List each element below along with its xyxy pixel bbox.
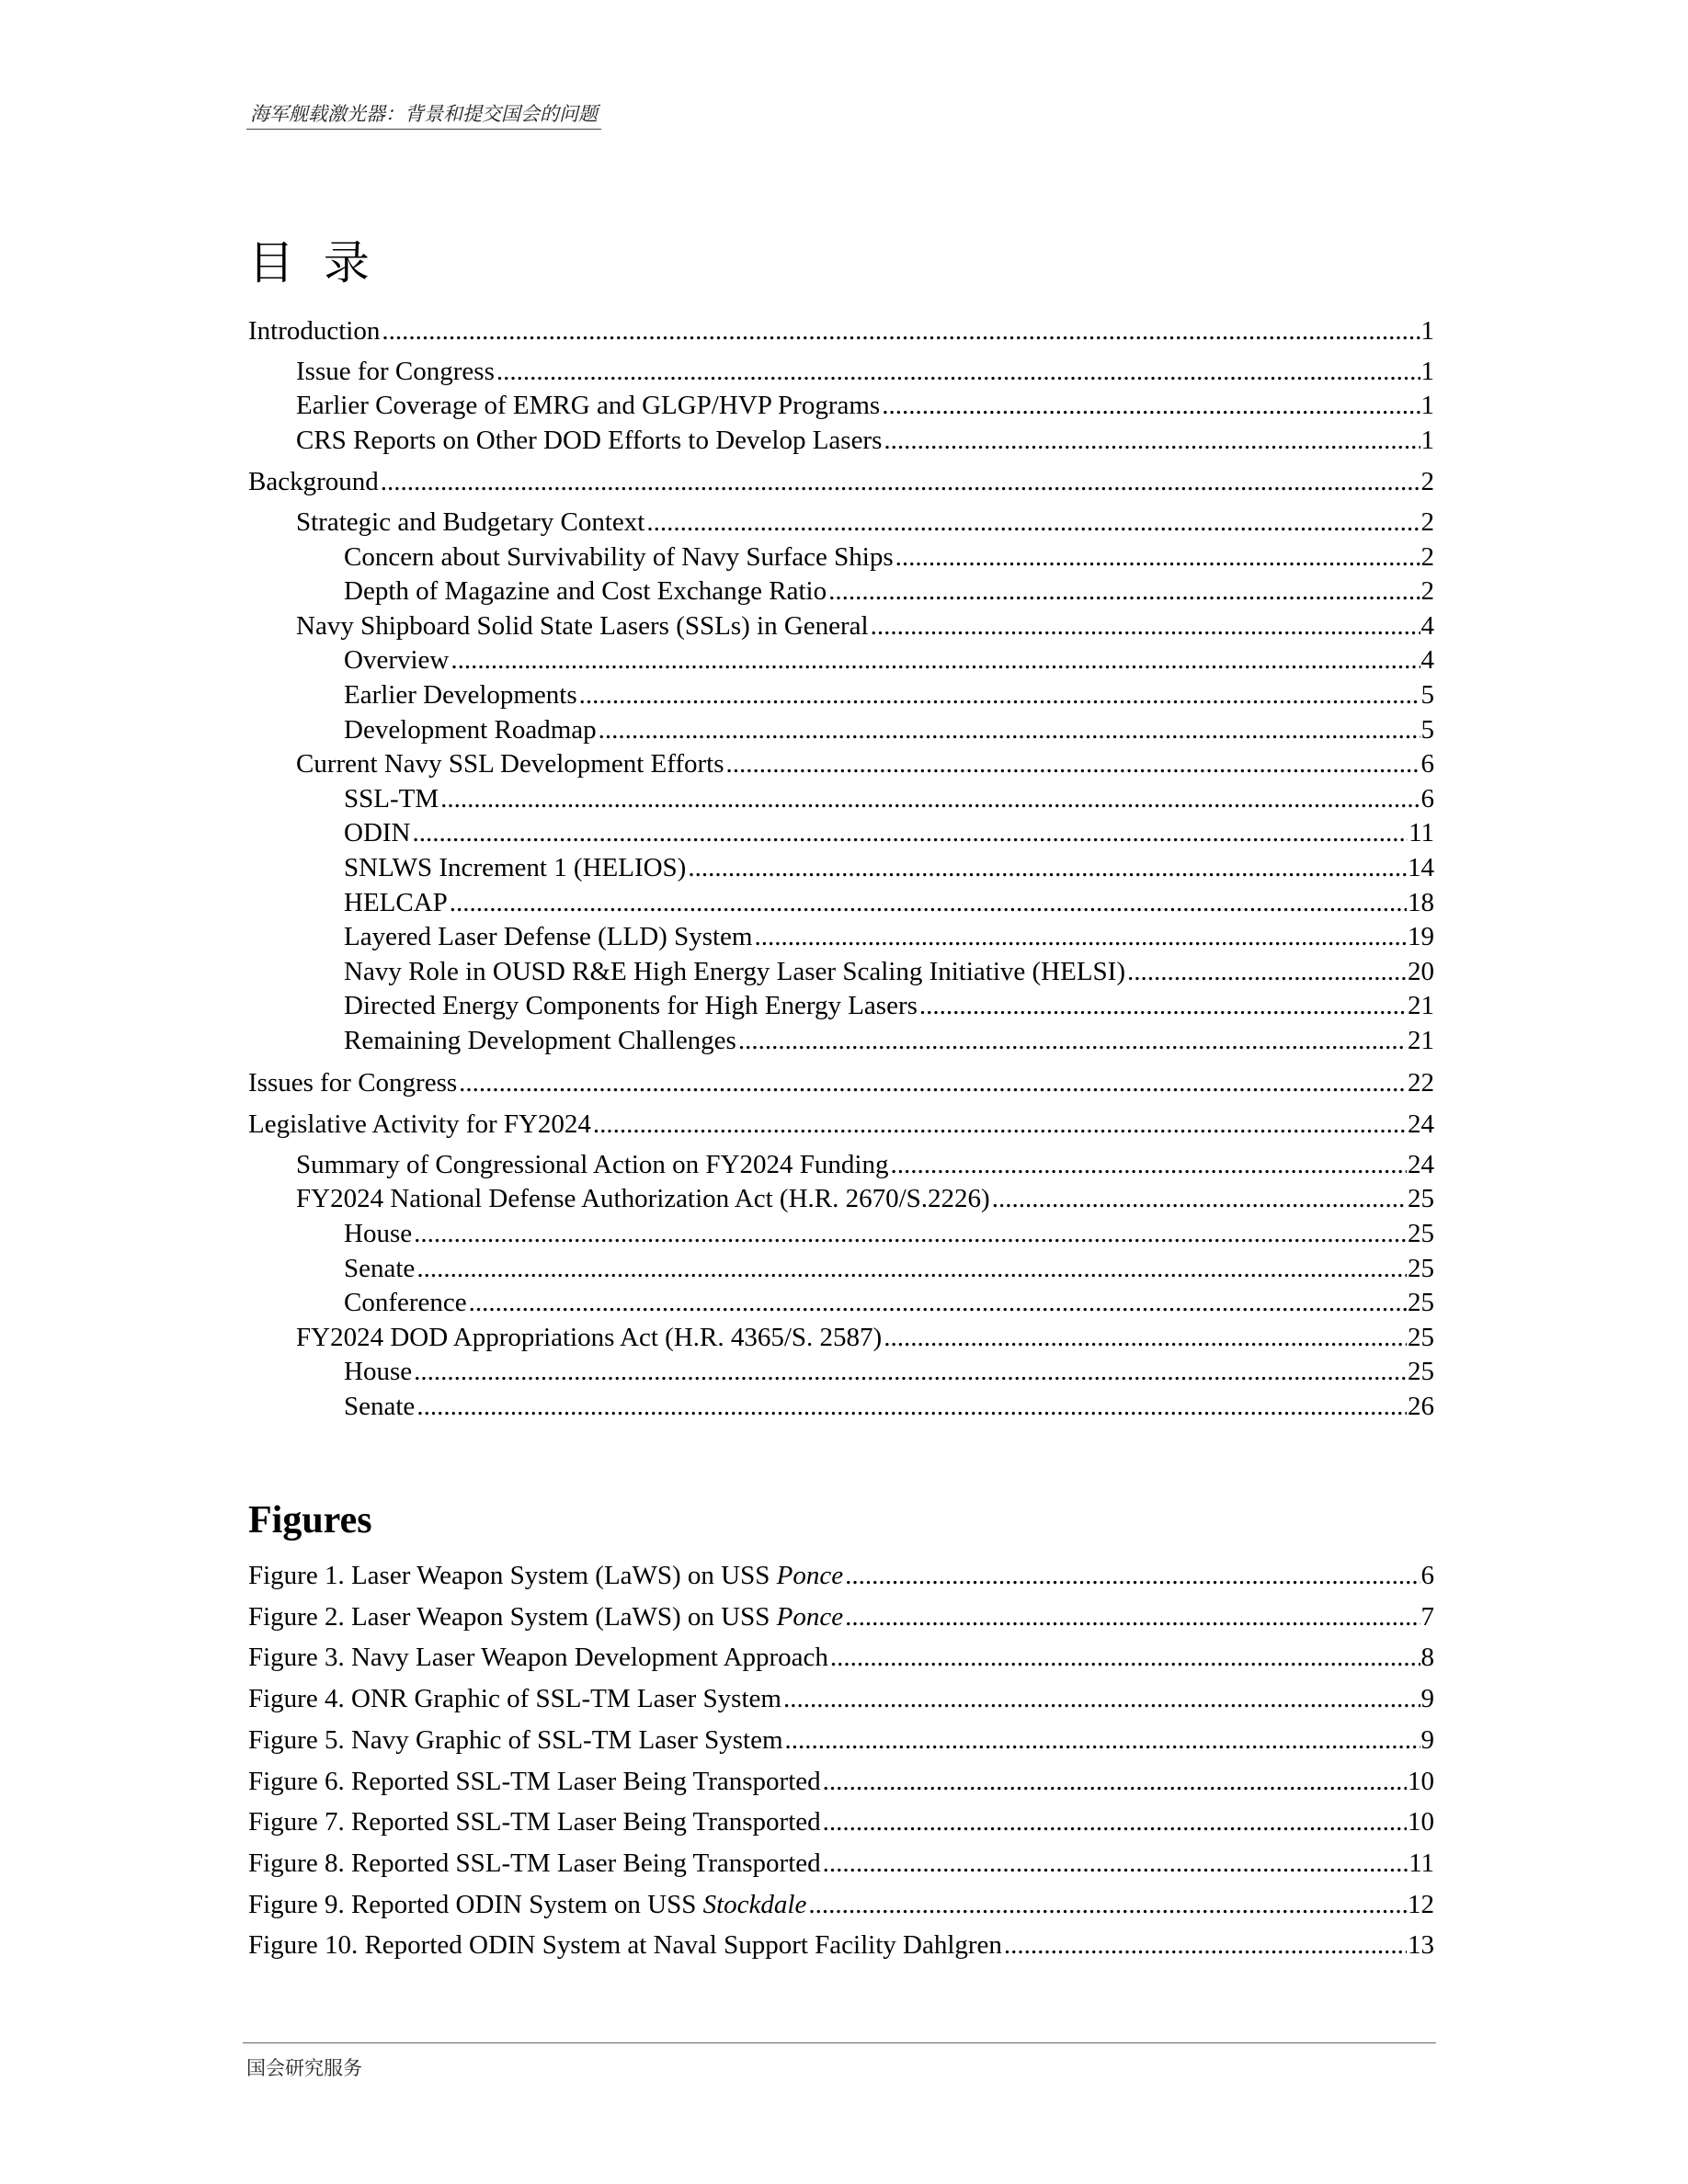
dot-leader	[828, 574, 1420, 608]
toc-entry-label: Senate	[344, 1254, 416, 1283]
toc-entry-label: ODIN	[344, 818, 411, 847]
figure-entry-page: 10	[1408, 1767, 1434, 1796]
toc-entry-page: 24	[1408, 1150, 1434, 1179]
figure-entry-label	[248, 1847, 823, 1880]
dot-leader	[785, 1723, 1420, 1757]
toc-entry-page: 2	[1420, 576, 1434, 606]
toc-entry[interactable]	[344, 678, 1434, 711]
figure-entry-label	[248, 1641, 830, 1674]
toc-entry[interactable]	[344, 1024, 1434, 1057]
toc-entry-page: 21	[1408, 991, 1434, 1020]
dot-leader	[593, 1108, 1407, 1141]
toc-entry-page: 5	[1420, 680, 1434, 710]
figure-entry[interactable]	[248, 1847, 1434, 1880]
figure-entry-label	[248, 1805, 823, 1838]
dot-leader	[416, 1252, 1407, 1285]
figure-entry[interactable]	[248, 1765, 1434, 1798]
toc-entry-page: 20	[1408, 957, 1434, 986]
toc-entry[interactable]	[344, 574, 1434, 608]
figure-entry-text: Figure 1. Laser Weapon System (LaWS) on USS	[248, 1561, 777, 1590]
toc-entry[interactable]	[296, 424, 1434, 457]
toc-entry[interactable]	[344, 1390, 1434, 1423]
figure-entry-italic: Stockdale	[702, 1890, 807, 1919]
figure-entry-text: Figure 5. Navy Graphic of SSL-TM Laser System	[248, 1725, 783, 1755]
toc-entry[interactable]	[344, 1217, 1434, 1250]
toc-entry[interactable]	[344, 1286, 1434, 1319]
figure-entry-page: 11	[1409, 1848, 1434, 1878]
toc-entry-page: 2	[1420, 467, 1434, 496]
toc-entry-page: 1	[1420, 391, 1434, 420]
dot-leader	[895, 540, 1420, 574]
toc-entry-page: 25	[1408, 1323, 1434, 1352]
dot-leader	[919, 989, 1407, 1022]
toc-entry[interactable]	[344, 540, 1434, 574]
dot-leader	[469, 1286, 1407, 1319]
toc-entry-page: 5	[1420, 715, 1434, 745]
dot-leader	[992, 1182, 1407, 1215]
toc-entry[interactable]	[344, 851, 1434, 884]
figure-entry[interactable]	[248, 1888, 1434, 1921]
toc-entry-label: Issue for Congress	[296, 357, 495, 386]
toc-entry-label: Conference	[344, 1288, 467, 1317]
dot-leader	[414, 1217, 1407, 1250]
toc-entry-page: 25	[1408, 1357, 1434, 1386]
figure-entry-label	[248, 1888, 808, 1921]
figure-entry[interactable]	[248, 1723, 1434, 1757]
toc-entry-page: 4	[1420, 611, 1434, 641]
toc-entry[interactable]	[248, 1108, 1434, 1141]
toc-entry-label: Background	[248, 467, 379, 496]
toc-entry[interactable]	[344, 782, 1434, 815]
toc-entry-label: Directed Energy Components for High Energy Lasers	[344, 991, 918, 1020]
toc-entry-label: Legislative Activity for FY2024	[248, 1109, 591, 1139]
figure-entry-page: 7	[1420, 1602, 1434, 1632]
toc-entry-label: House	[344, 1357, 413, 1386]
toc-entry-label: Remaining Development Challenges	[344, 1026, 736, 1055]
toc-entry-page: 25	[1408, 1219, 1434, 1248]
toc-entry-label: FY2024 DOD Appropriations Act (H.R. 4365/S. 2587)	[296, 1323, 883, 1352]
toc-entry-page: 22	[1408, 1068, 1434, 1098]
figure-entry-page: 6	[1420, 1561, 1434, 1590]
toc-entry-page: 6	[1420, 749, 1434, 779]
toc-entry-page: 6	[1420, 784, 1434, 813]
toc-entry[interactable]	[248, 465, 1434, 498]
toc-entry[interactable]	[296, 506, 1434, 539]
toc-entry[interactable]	[344, 713, 1434, 746]
dot-leader	[459, 1066, 1407, 1099]
dot-leader	[646, 506, 1420, 539]
toc-entry[interactable]	[344, 920, 1434, 953]
dot-leader	[382, 314, 1420, 347]
toc-entry-page: 19	[1408, 922, 1434, 951]
dot-leader	[884, 424, 1420, 457]
figures-heading: Figures	[248, 1499, 372, 1541]
figure-entry-text: Figure 2. Laser Weapon System (LaWS) on USS	[248, 1602, 777, 1632]
figure-entry-text: Figure 10. Reported ODIN System at Naval Support Facility Dahlgren	[248, 1930, 1002, 1960]
figure-entry-text: Figure 8. Reported SSL-TM Laser Being Transported	[248, 1848, 821, 1878]
toc-entry[interactable]	[344, 886, 1434, 919]
toc-entry-page: 18	[1408, 888, 1434, 917]
toc-entry-page: 1	[1420, 426, 1434, 455]
toc-entry-page: 14	[1408, 853, 1434, 882]
dot-leader	[1004, 1928, 1407, 1962]
toc-entry-label: Navy Shipboard Solid State Lasers (SSLs) in General	[296, 611, 869, 641]
figure-entry-page: 10	[1408, 1807, 1434, 1837]
dot-leader	[823, 1805, 1407, 1838]
figure-entry-page: 8	[1420, 1643, 1434, 1672]
toc-entry-label: Overview	[344, 645, 450, 675]
toc-entry-label: FY2024 National Defense Authorization Act (H.R. 2670/S.2226)	[296, 1184, 990, 1213]
toc-entry-label: Issues for Congress	[248, 1068, 458, 1098]
figure-entry-page: 9	[1420, 1725, 1434, 1755]
dot-leader	[845, 1600, 1420, 1633]
figure-entry-label	[248, 1559, 845, 1592]
figure-entry[interactable]	[248, 1928, 1434, 1962]
toc-entry-label: Current Navy SSL Development Efforts	[296, 749, 724, 779]
toc-entry[interactable]	[344, 989, 1434, 1022]
figure-entry[interactable]	[248, 1559, 1434, 1592]
dot-leader	[754, 920, 1407, 953]
dot-leader	[882, 389, 1420, 422]
toc-entry-label: HELCAP	[344, 888, 448, 917]
dot-leader	[890, 1148, 1407, 1181]
toc-entry[interactable]	[248, 314, 1434, 347]
dot-leader	[808, 1888, 1407, 1921]
dot-leader	[871, 609, 1420, 643]
toc-entry-page: 26	[1408, 1392, 1434, 1421]
toc-entry-label: Concern about Survivability of Navy Surface Ships	[344, 542, 894, 572]
dot-leader	[579, 678, 1420, 711]
toc-title: 目 录	[248, 236, 377, 290]
figure-entry-page: 13	[1408, 1930, 1434, 1960]
dot-leader	[738, 1024, 1407, 1057]
toc-entry-page: 4	[1420, 645, 1434, 675]
footer-text: 国会研究服务	[246, 2057, 362, 2079]
figure-entry-italic: Ponce	[776, 1561, 844, 1590]
toc-entry-label: Earlier Coverage of EMRG and GLGP/HVP Programs	[296, 391, 881, 420]
dot-leader	[451, 643, 1420, 677]
toc-entry[interactable]	[344, 1355, 1434, 1388]
toc-entry-label: Introduction	[248, 316, 381, 346]
dot-leader	[884, 1321, 1407, 1354]
dot-leader	[414, 1355, 1407, 1388]
dot-leader	[496, 355, 1420, 388]
toc-entry-label: Earlier Developments	[344, 680, 577, 710]
dot-leader	[830, 1641, 1420, 1674]
dot-leader	[1127, 955, 1407, 988]
toc-entry-label: Layered Laser Defense (LLD) System	[344, 922, 753, 951]
toc-entry[interactable]	[296, 747, 1434, 780]
toc-entry[interactable]	[344, 955, 1434, 988]
toc-entry[interactable]	[296, 1321, 1434, 1354]
toc-entry-page: 21	[1408, 1026, 1434, 1055]
figure-entry[interactable]	[248, 1682, 1434, 1715]
dot-leader	[823, 1847, 1408, 1880]
running-header: 海军舰载激光器：背景和提交国会的问题	[246, 99, 601, 130]
dot-leader	[440, 782, 1420, 815]
dot-leader	[599, 713, 1420, 746]
toc-entry[interactable]	[248, 1066, 1434, 1099]
figure-entry-label	[248, 1723, 785, 1757]
toc-entry-label: SNLWS Increment 1 (HELIOS)	[344, 853, 687, 882]
figure-entry-label	[248, 1765, 823, 1798]
toc-entry[interactable]	[296, 389, 1434, 422]
toc-entry-page: 1	[1420, 316, 1434, 346]
dot-leader	[726, 747, 1420, 780]
toc-entry-page: 11	[1409, 818, 1434, 847]
toc-entry[interactable]	[296, 1148, 1434, 1181]
figure-entry-label	[248, 1682, 783, 1715]
toc-entry-label: Senate	[344, 1392, 416, 1421]
toc-entry-page: 2	[1420, 507, 1434, 537]
toc-entry-page: 25	[1408, 1254, 1434, 1283]
dot-leader	[783, 1682, 1420, 1715]
toc-entry-label: Depth of Magazine and Cost Exchange Ratio	[344, 576, 827, 606]
toc-entry-label: SSL-TM	[344, 784, 439, 813]
figure-entry-text: Figure 6. Reported SSL-TM Laser Being Transported	[248, 1767, 821, 1796]
dot-leader	[416, 1390, 1407, 1423]
figure-entry[interactable]	[248, 1805, 1434, 1838]
toc-entry[interactable]	[344, 816, 1434, 849]
toc-entry-label: Development Roadmap	[344, 715, 597, 745]
figure-entry-page: 9	[1420, 1684, 1434, 1713]
dot-leader	[845, 1559, 1420, 1592]
dot-leader	[688, 851, 1407, 884]
toc-entry[interactable]	[296, 1182, 1434, 1215]
figure-entry-text: Figure 4. ONR Graphic of SSL-TM Laser System	[248, 1684, 781, 1713]
dot-leader	[381, 465, 1420, 498]
figure-entry-label	[248, 1928, 1004, 1962]
toc-entry-label: Navy Role in OUSD R&E High Energy Laser Scaling Initiative (HELSI)	[344, 957, 1125, 986]
toc-entry-label: Summary of Congressional Action on FY2024 Funding	[296, 1150, 889, 1179]
dot-leader	[823, 1765, 1407, 1798]
toc-entry-page: 25	[1408, 1288, 1434, 1317]
figure-entry-page: 12	[1408, 1890, 1434, 1919]
dot-leader	[450, 886, 1407, 919]
toc-entry-label: CRS Reports on Other DOD Efforts to Develop Lasers	[296, 426, 883, 455]
toc-entry-page: 25	[1408, 1184, 1434, 1213]
figure-entry-label	[248, 1600, 845, 1633]
toc-entry[interactable]	[344, 643, 1434, 677]
figure-entry-text: Figure 7. Reported SSL-TM Laser Being Transported	[248, 1807, 821, 1837]
toc-entry-page: 1	[1420, 357, 1434, 386]
toc-entry[interactable]	[296, 609, 1434, 643]
dot-leader	[413, 816, 1409, 849]
figure-entry-italic: Ponce	[776, 1602, 844, 1632]
figure-entry-text: Figure 3. Navy Laser Weapon Development Approach	[248, 1643, 828, 1672]
toc-entry-page: 2	[1420, 542, 1434, 572]
figure-entry[interactable]	[248, 1600, 1434, 1633]
toc-entry-label: Strategic and Budgetary Context	[296, 507, 645, 537]
footer-rule	[243, 2042, 1436, 2043]
figure-entry-text: Figure 9. Reported ODIN System on USS	[248, 1890, 703, 1919]
toc-entry-label: House	[344, 1219, 413, 1248]
toc-entry[interactable]	[344, 1252, 1434, 1285]
toc-entry[interactable]	[296, 355, 1434, 388]
toc-entry-page: 24	[1408, 1109, 1434, 1139]
figure-entry[interactable]	[248, 1641, 1434, 1674]
